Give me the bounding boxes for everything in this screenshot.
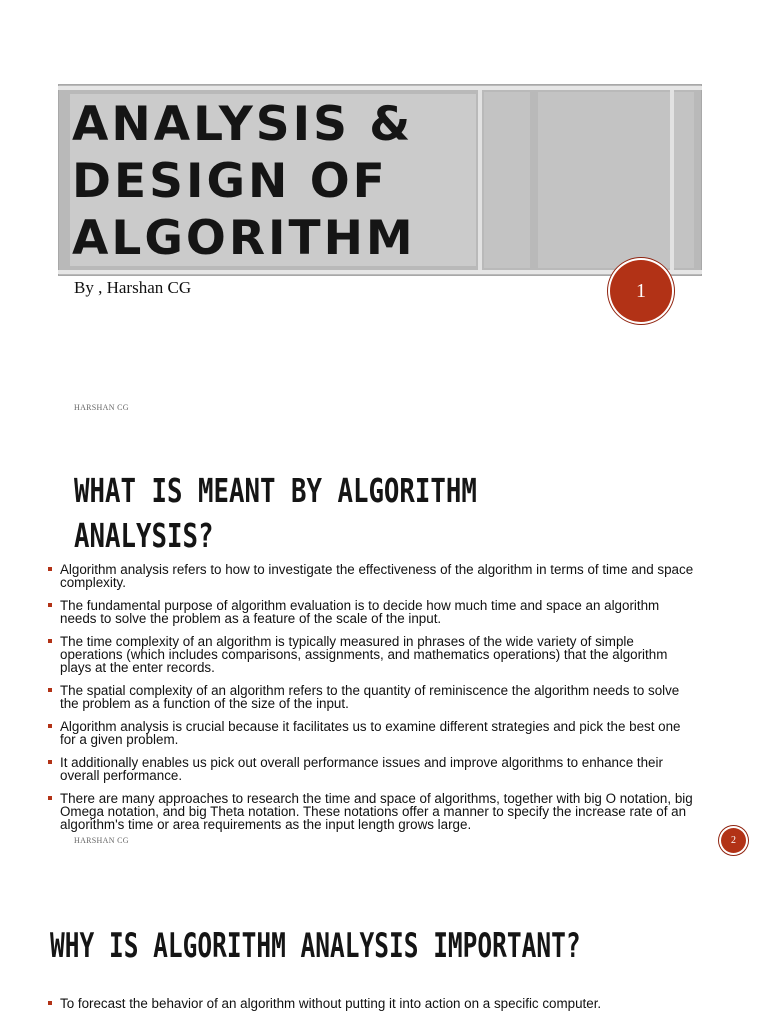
slide2-heading: WHAT IS MEANT BY ALGORITHM ANALYSIS?	[74, 471, 477, 555]
bullet-icon	[48, 603, 52, 607]
bullet-text: There are many approaches to research the time and space of algorithms, together with big O notation, big Omega notation, and big Theta notation. These notations offer a manner to specify the increase rate of an algorithm's time or area requirements as the input length grows large.	[60, 791, 693, 832]
bullet-icon	[48, 724, 52, 728]
bullet-icon	[48, 760, 52, 764]
slide3-heading: WHY IS ALGORITHM ANALYSIS IMPORTANT?	[50, 926, 581, 966]
banner-block	[484, 92, 530, 268]
author-byline: By , Harshan CG	[74, 278, 192, 297]
list-item	[48, 563, 696, 589]
banner-top-stripe	[58, 86, 702, 90]
list-item	[48, 756, 696, 782]
bullet-text: Algorithm analysis refers to how to investigate the effectiveness of the algorithm in terms of time and space complexity.	[60, 562, 694, 590]
list-item	[48, 792, 696, 831]
bullet-icon	[48, 639, 52, 643]
bullet-text: It additionally enables us pick out overall performance issues and improve algorithms to enhance their overall performance.	[60, 755, 663, 783]
banner-divider	[670, 90, 674, 270]
slide-footer: HARSHAN CG	[74, 403, 129, 412]
title-banner	[58, 84, 702, 276]
list-item	[48, 684, 696, 710]
bullet-text: The fundamental purpose of algorithm evaluation is to decide how much time and space an algorithm needs to solve the problem as a feature of the scale of the input.	[60, 598, 660, 626]
bullet-icon	[48, 796, 52, 800]
page-number-badge: 1	[608, 258, 674, 324]
list-item	[48, 720, 696, 746]
slide2-bullet-list	[48, 563, 696, 841]
slide3-bullet-list	[48, 997, 696, 1020]
list-item	[48, 635, 696, 674]
bullet-text: Algorithm analysis is crucial because it facilitates us to examine different strategies and pick the best one for a given problem.	[60, 719, 681, 747]
banner-bottom-stripe	[58, 270, 702, 274]
bullet-text: The time complexity of an algorithm is typically measured in phrases of the wide variety of simple operations (which includes comparisons, assignments, and mathematics operations) that the algorithm plays at the enter records.	[60, 634, 668, 675]
bullet-text: To forecast the behavior of an algorithm without putting it into action on a specific computer.	[60, 996, 602, 1011]
slide-footer: HARSHAN CG	[74, 836, 129, 845]
list-item	[48, 997, 696, 1010]
bullet-icon	[48, 1001, 52, 1005]
slide1-title: ANALYSIS & DESIGN OF ALGORITHM	[72, 97, 416, 266]
banner-divider	[478, 90, 482, 270]
bullet-text: The spatial complexity of an algorithm refers to the quantity of reminiscence the algorithm needs to solve the problem as a function of the size of the input.	[60, 683, 680, 711]
bullet-icon	[48, 567, 52, 571]
list-item	[48, 599, 696, 625]
page-number-badge: 2	[719, 826, 748, 855]
bullet-icon	[48, 688, 52, 692]
